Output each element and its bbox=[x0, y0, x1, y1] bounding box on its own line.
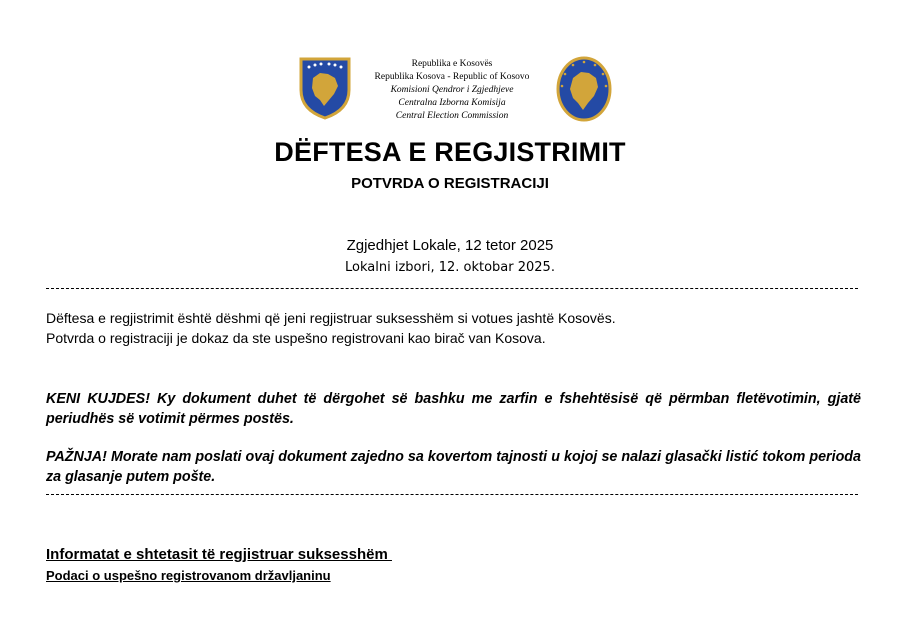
institution-line: Republika Kosova - Republic of Kosovo bbox=[374, 72, 530, 82]
citizen-info-section-subtitle: Podaci o uspešno registrovanom državljaninu bbox=[46, 568, 331, 583]
receipt-statement-albanian: Dëftesa e regjistrimit është dëshmi që jeni regjistruar suksesshëm si votues jashtë Kosovës. bbox=[46, 310, 616, 326]
election-name-serbian: Lokalni izbori, 12. oktobar 2025. bbox=[345, 260, 555, 275]
warning-serbian: PAŽNJA! Morate nam poslati ovaj dokument zajedno sa kovertom tajnosti u kojoj se nalazi glasački listić tokom perioda za glasanje putem pošte. bbox=[46, 449, 861, 485]
institution-line: Centralna Izborna Komisija bbox=[398, 98, 506, 108]
cec-seal-icon bbox=[556, 56, 612, 122]
citizen-info-section-title: Informatat e shtetasit të regjistruar suksesshëm bbox=[46, 546, 392, 563]
institution-line: Komisioni Qendror i Zgjedhjeve bbox=[390, 85, 514, 95]
election-name-albanian: Zgjedhjet Lokale, 12 tetor 2025 bbox=[346, 237, 554, 254]
receipt-statement-serbian: Potvrda o registraciji je dokaz da ste uspešno registrovani kao birač van Kosova. bbox=[46, 330, 546, 346]
institution-line: Republika e Kosovës bbox=[411, 59, 493, 69]
document-subtitle: POTVRDA O REGISTRACIJI bbox=[351, 175, 549, 192]
document-header bbox=[0, 50, 900, 130]
warning-albanian: KENI KUJDES! Ky dokument duhet të dërgohet së bashku me zarfin e fshehtësisë që përmban fletëvotimin, gjatë periudhës së votimit përmes postës. bbox=[46, 391, 861, 427]
kosovo-coat-of-arms-icon bbox=[298, 56, 352, 120]
dashed-divider bbox=[46, 494, 858, 495]
institution-line: Central Election Commission bbox=[395, 111, 509, 121]
document-title: DËFTESA E REGJISTRIMIT bbox=[274, 137, 626, 167]
dashed-divider bbox=[46, 288, 858, 289]
institution-name-block bbox=[352, 58, 552, 123]
